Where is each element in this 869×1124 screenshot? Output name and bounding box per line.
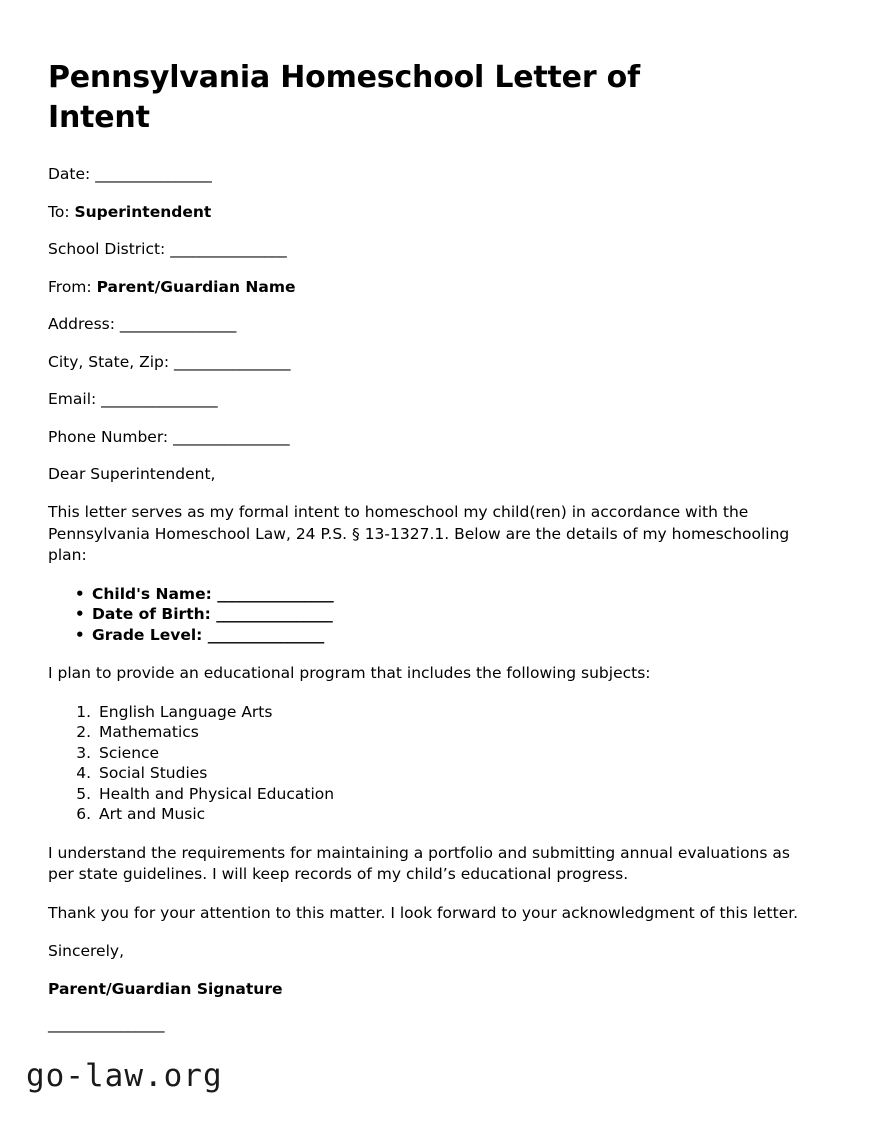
field-city-state-zip-value: ________________	[174, 352, 291, 371]
grade-level-label: Grade Level:	[92, 625, 203, 644]
field-date	[48, 164, 818, 185]
list-item: 1. English Language Arts	[96, 702, 818, 723]
list-item: 6. Art and Music	[96, 804, 818, 825]
field-phone-number-label: Phone Number:	[48, 427, 169, 446]
child-name-value: ________________	[217, 584, 334, 603]
closing-paragraph: Thank you for your attention to this matter. I look forward to your acknowledgment of this letter.	[48, 903, 799, 922]
valediction: Sincerely,	[48, 942, 125, 960]
child-details-list	[48, 584, 818, 646]
footer-watermark: go-law.org	[26, 1058, 223, 1094]
field-school-district-label: School District:	[48, 240, 166, 258]
field-date-label: Date:	[48, 165, 91, 183]
list-item	[92, 604, 818, 625]
field-to-label: To:	[48, 202, 70, 221]
date-of-birth-value: ________________	[216, 605, 333, 623]
date-of-birth-label: Date of Birth:	[92, 605, 211, 623]
field-phone-number	[48, 427, 818, 448]
list-item	[92, 584, 818, 605]
field-address-label: Address:	[48, 315, 115, 333]
field-date-value: ________________	[95, 165, 212, 183]
field-from-value: Parent/Guardian Name	[96, 277, 296, 296]
grade-level-value: ________________	[207, 625, 324, 644]
signature-label: Parent/Guardian Signature	[48, 980, 283, 998]
field-email-label: Email:	[48, 390, 97, 408]
compliance-paragraph: I understand the requirements for maintaining a portfolio and submitting annual evaluations as per state guidelines. I will keep records of my child’s educational progress.	[48, 843, 790, 883]
signature-line: ________________	[48, 1015, 164, 1033]
field-address	[48, 314, 818, 335]
list-item: 3. Science	[96, 743, 818, 764]
salutation: Dear Superintendent,	[48, 465, 216, 483]
child-name-label: Child's Name:	[92, 584, 212, 603]
intro-paragraph: This letter serves as my formal intent to homeschool my child(ren) in accordance with the Pennsylvania Homeschool Law, 24 P.S. § 13-1327.1. Below are the details of my homeschooling plan:	[48, 503, 790, 564]
field-school-district	[48, 239, 818, 260]
field-to-value: Superintendent	[74, 202, 212, 221]
list-item: 5. Health and Physical Education	[96, 784, 818, 805]
list-item: 2. Mathematics	[96, 722, 818, 743]
list-item	[92, 625, 818, 646]
field-email	[48, 389, 818, 410]
field-to	[48, 202, 818, 223]
page-title: Pennsylvania Homeschool Letter of Intent	[48, 60, 640, 135]
subjects-intro: I plan to provide an educational program that includes the following subjects:	[48, 664, 651, 682]
subjects-list	[48, 702, 818, 825]
field-address-value: ________________	[119, 315, 236, 333]
list-item: 4. Social Studies	[96, 763, 818, 784]
field-city-state-zip-label: City, State, Zip:	[48, 352, 170, 371]
field-phone-number-value: ________________	[173, 427, 290, 446]
field-from-label: From:	[48, 277, 92, 296]
field-city-state-zip	[48, 352, 818, 373]
field-school-district-value: ________________	[170, 240, 287, 258]
document-content	[48, 58, 818, 1035]
field-email-value: ________________	[101, 390, 218, 408]
field-from	[48, 277, 818, 298]
